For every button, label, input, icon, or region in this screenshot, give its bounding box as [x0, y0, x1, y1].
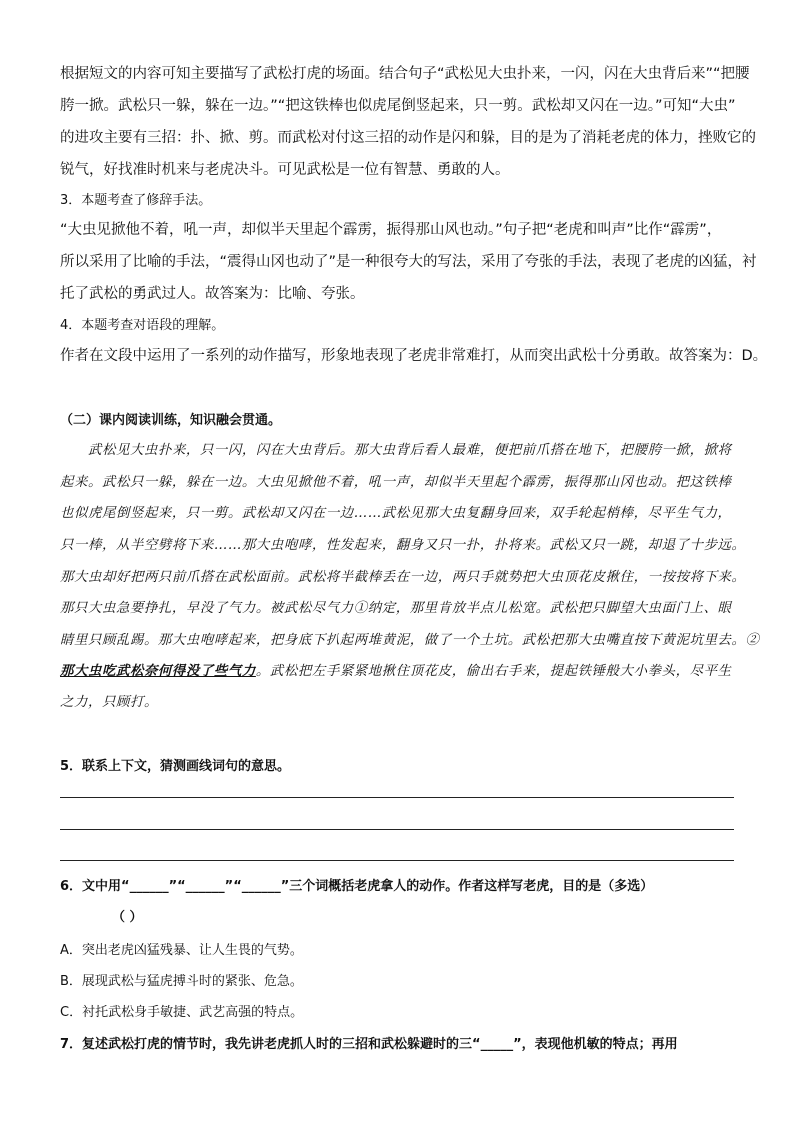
option-a[interactable]: A．突出老虎凶猛残暴、让人生畏的气势。 [60, 943, 303, 958]
q5-text: 5．联系上下文，猜测画线词句的意思。 [60, 759, 291, 774]
passage-line-4: 只一棒，从半空劈将下来……那大虫咆哮，性发起来，翻身又只一扑，扑将来。武松又只一跳，却退了十步远。 [60, 538, 746, 553]
passage-line-9: 之力，只顾打。 [60, 695, 158, 710]
answer-line-2[interactable] [60, 829, 734, 830]
answer-line-1[interactable] [60, 797, 734, 798]
passage-line-8-rest: 。武松把左手紧紧地揪住顶花皮，偷出右手来，提起铁锤般大小拳头，尽平生 [255, 664, 732, 679]
passage-line-1: 武松见大虫扑来，只一闪，闪在大虫背后。那大虫背后看人最难，便把前爪搭在地下，把腰胯一掀，掀将 [88, 443, 732, 458]
passage-line-5: 那大虫却好把两只前爪搭在武松面前。武松将半截棒丢在一边，两只手就势把大虫顶花皮揪住，一按按将下来。 [60, 570, 746, 585]
passage-line-6: 那只大虫急要挣扎，早没了气力。被武松尽气力①纳定，那里肯放半点儿松宽。武松把只脚望大虫面门上、眼 [60, 601, 732, 616]
option-c[interactable]: C．衬托武松身手敏捷、武艺高强的特点。 [60, 1005, 304, 1020]
q3-line-3: 托了武松的勇武过人。故答案为：比喻、夸张。 [60, 286, 365, 302]
q7-text: 7．复述武松打虎的情节时，我先讲老虎抓人时的三招和武松躲避时的三“_____”，表现他机敏的特点；再用 [60, 1037, 678, 1052]
analysis-line-4: 锐气，好找准时机来与老虎决斗。可见武松是一位有智慧、勇敢的人。 [60, 162, 510, 178]
analysis-line-3: 的进攻主要有三招：扑、掀、剪。而武松对付这三招的动作是闪和躲，目的是为了消耗老虎的体力，挫败它的 [60, 130, 756, 146]
q6-answer-paren[interactable]: （ ） [112, 910, 143, 925]
option-b[interactable]: B．展现武松与猛虎搏斗时的紧张、危急。 [60, 974, 303, 989]
q3-line-1: “大虫见掀他不着，吼一声，却似半天里起个霹雳，振得那山风也动。”句子把“老虎和叫声”比作“霹雳”， [60, 222, 722, 238]
passage-line-7: 睛里只顾乱踢。那大虫咆哮起来，把身底下扒起两堆黄泥，做了一个土坑。武松把那大虫嘴直按下黄泥坑里去。② [60, 633, 760, 648]
underlined-phrase: 那大虫吃武松奈何得没了些气力 [60, 663, 256, 679]
answer-line-3[interactable] [60, 860, 734, 861]
q3-answer-heading: 3．本题考查了修辞手法。 [60, 193, 212, 208]
analysis-line-1: 根据短文的内容可知主要描写了武松打虎的场面。结合句子“武松见大虫扑来，一闪，闪在大虫背后来”“把腰 [60, 66, 750, 82]
q4-answer-heading: 4．本题考查对语段的理解。 [60, 318, 225, 333]
q6-text: 6．文中用“______”“______”“______”三个词概括老虎拿人的动作。作者这样写老虎，目的是（多选） [60, 879, 654, 894]
q3-line-2: 所以采用了比喻的手法，“震得山冈也动了”是一种很夸大的写法，采用了夸张的手法，表现了老虎的凶猛，衬 [60, 254, 757, 270]
passage-line-3: 也似虎尾倒竖起来，只一剪。武松却又闪在一边……武松见那大虫复翻身回来，双手轮起梢棒，尽平生气力， [60, 506, 732, 521]
q4-line-1: 作者在文段中运用了一系列的动作描写，形象地表现了老虎非常难打，从而突出武松十分勇敢。故答案为：D。 [60, 348, 768, 364]
passage-line-2: 起来。武松只一躲，躲在一边。大虫见掀他不着，吼一声，却似半天里起个霹雳，振得那山冈也动。把这铁棒 [60, 475, 732, 490]
analysis-line-2: 胯一掀。武松只一躲，躲在一边。”“把这铁棒也似虎尾倒竖起来，只一剪。武松却又闪在一边。”可知“大虫” [60, 98, 736, 114]
section-heading: （二）课内阅读训练，知识融会贯通。 [60, 413, 282, 428]
passage-line-8 [60, 661, 740, 682]
